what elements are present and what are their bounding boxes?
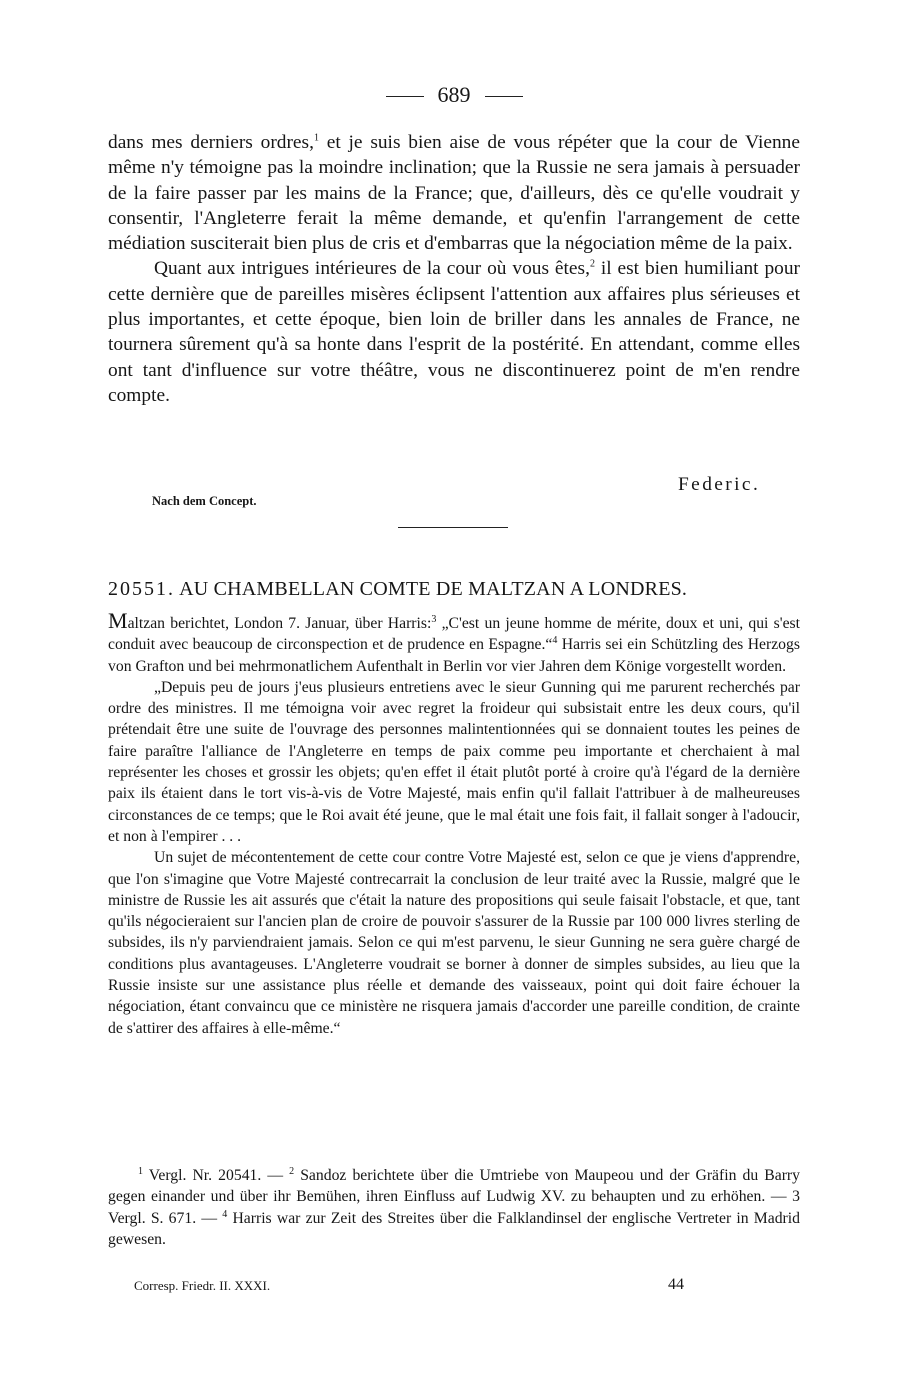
header-rule-left bbox=[386, 96, 424, 97]
section-number: 20551. bbox=[108, 578, 175, 600]
footnote-marker: 1 bbox=[313, 132, 319, 144]
report-quote-2: Un sujet de mécontentement de cette cour contre Votre Majesté est, selon ce que je viens d'apprendre, que l'on s'imagine que Votre Majesté contrecarrait la conclusion de leur traité avec la Russie, malgré que le ministre de Russie les ait assurés que c'était la nature des propositions qui seule faisait l'obstacle, et que, tant qu'ils négocieraient sur l'ancien plan de croire de pouvoir s'assurer de la Russie par 100 000 livres sterling de subsides, ils n'y parviendraient jamais. Selon ce qui m'est parvenu, le sieur Gunning ne sera guère chargé de conditions plus avantageuses. L'Angleterre voudrait se borner à donner de simples subsides, au lieu que la Russie insiste sur une assistance plus réelle et demande des vaisseaux, point qui doit faire échouer la négociation, étant convaincu que ce ministère ne risquera jamais d'accorder une pareille condition, de crainte de s'attirer des affaires à elle-même.“ bbox=[108, 849, 800, 1037]
letter-body bbox=[108, 130, 800, 408]
report-quote-1: „Depuis peu de jours j'eus plusieurs entretiens avec le sieur Gunning qui me parurent recherchés par ordre des ministres. Il me témoigna voir avec regret la froideur qui subsistait entre les deux cours, qu'il prétendait être une suite de l'ouvrage des personnes malintentionnées qui se donnaient toutes les peines de faire paraître l'alliance de l'Angleterre en temps de paix comme peu importante et cherchaient à mal représenter les choses et grossir les objets; qu'en effet il était plutôt porté à croire qu'à l'égard de la dernière paix ils étaient dans le tort vis-à-vis de Votre Majesté, mais enfin qu'il fallait l'attribuer à de malheureuses circonstances de ce temps; que le Roi avait été jeune, que le mal était une fois fait, il fallait songer à l'adoucir, et non à l'empirer . . . bbox=[108, 678, 800, 845]
section-divider bbox=[398, 527, 508, 528]
report-intro: Maltzan berichtet, London 7. Januar, über Harris:$^3$ „C'est un jeune homme de mérite, doux et uni, qui s'est conduit avec beaucoup de circonspection et de prudence en Espagne.“$^4$ Harris sei ein Schützling des Herzogs von Grafton und bei mehrmonatlichem Aufenthalt in Berlin vor vier Jahren dem Könige vorgestellt worden. bbox=[108, 608, 800, 675]
header-rule-right bbox=[485, 96, 523, 97]
source-note: Nach dem Concept. bbox=[152, 494, 257, 508]
page-header bbox=[108, 82, 800, 108]
letter-signature: Federic. bbox=[678, 474, 761, 495]
section-heading: AU CHAMBELLAN COMTE DE MALTZAN A LONDRES. bbox=[179, 578, 688, 600]
report-body bbox=[108, 610, 800, 1039]
footnotes bbox=[108, 1165, 800, 1250]
footnote-marker: 4 bbox=[552, 635, 558, 647]
footnote-marker: 3 bbox=[431, 613, 437, 625]
letter-paragraph-1: dans mes derniers ordres,$^1$ et je suis bien aise de vous répéter que la cour de Vienne même n'y témoigne pas la moindre inclination; que la Russie ne sera jamais à persuader de la faire passer par les mains de la France; que, d'ailleurs, dès ce qu'elle voudrait y consentir, l'Angleterre ferait la même demande, et qu'enfin l'arrangement de cette médiation susciterait bien plus de cris et d'embarras que la négociation même de la paix. bbox=[108, 132, 800, 255]
footer-signature-line: Corresp. Friedr. II. XXXI. bbox=[134, 1278, 271, 1293]
footnote-text: $^1$ Vergl. Nr. 20541. — $^2$ Sandoz berichtete über die Umtriebe von Maupeou und der Gräfin du Barry gegen einander und über ihr Bemühen, ihren Einfluss auf Ludwig XV. zu behaupten und zu erhöhen. — 3 Vergl. S. 671. — $^4$ Harris war zur Zeit des Streites über die Falklandinsel der englische Vertreter in Madrid gewesen. bbox=[108, 1165, 800, 1248]
footer-sheet-number: 44 bbox=[668, 1276, 684, 1293]
footnote-marker: 2 bbox=[589, 259, 595, 271]
page-number: 689 bbox=[437, 82, 471, 107]
letter-paragraph-2: Quant aux intrigues intérieures de la cour où vous êtes,$^2$ il est bien humiliant pour cette dernière que de pareilles misères éclipsent l'attention aux affaires plus sérieuses et plus importantes, et cette époque, bien loin de briller dans les annales de France, ne tournera sûrement qu'à sa honte dans l'esprit de la postérité. En attendant, comme elles ont tant d'influence sur votre théâtre, vous ne discontinuerez point de m'en rendre compte. bbox=[108, 258, 800, 406]
section-title bbox=[108, 578, 800, 601]
